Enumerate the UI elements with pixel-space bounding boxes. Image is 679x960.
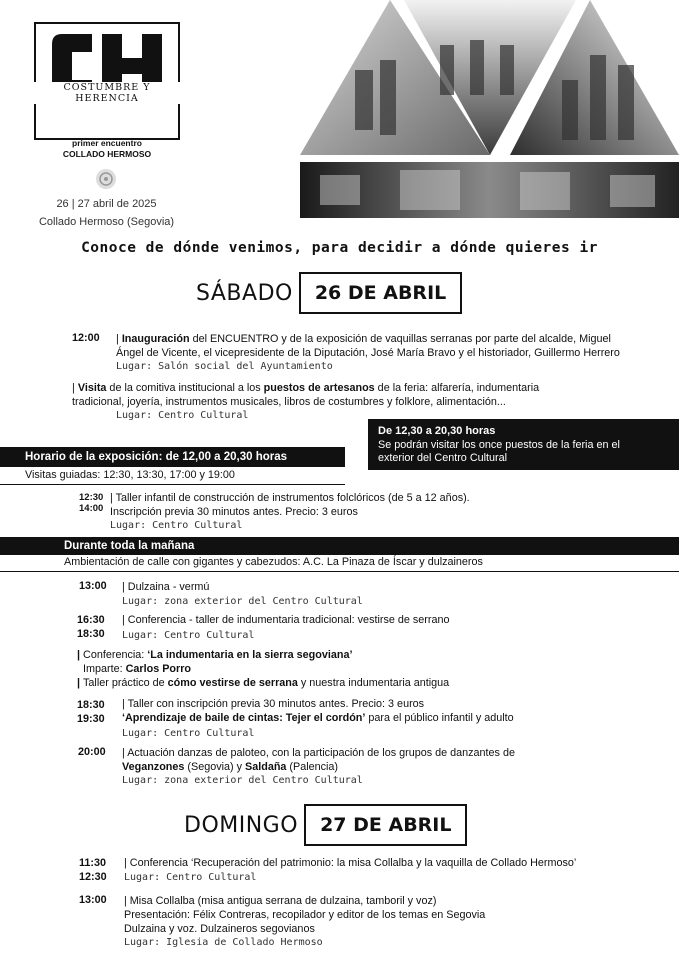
sat-e8-bold2: Saldaña xyxy=(245,761,287,773)
sat-e1-time: 12:00 xyxy=(72,332,100,344)
sat-e7-lugar: Lugar: Centro Cultural xyxy=(122,728,255,739)
sat-e4-line: | Dulzaina - vermú xyxy=(122,581,210,593)
sat-e6-bold3: cómo vestirse de serrana xyxy=(167,677,298,689)
sat-e5-lugar: Lugar: Centro Cultural xyxy=(122,630,255,641)
divider xyxy=(0,484,345,485)
sat-e7-time xyxy=(77,698,105,726)
sun-e2-lugar: Lugar: Iglesia de Collado Hermoso xyxy=(124,937,323,948)
fair-hours-title: De 12,30 a 20,30 horas xyxy=(378,425,496,437)
fair-hours-line2: exterior del Centro Cultural xyxy=(378,452,508,464)
sat-e1-bold: Inauguración xyxy=(121,333,190,345)
sat-e3-time2: 14:00 xyxy=(79,503,104,514)
fair-hours-box xyxy=(368,419,679,470)
logo-subtitle xyxy=(34,138,180,160)
sat-e6-text3: Taller práctico de xyxy=(83,677,168,689)
sat-e7-time2: 19:30 xyxy=(77,713,105,725)
sunday-day: DOMINGO xyxy=(184,812,299,838)
sat-e8-text2: (Palencia) xyxy=(286,761,339,773)
sat-e7-line2: para el público infantil y adulto xyxy=(365,712,514,724)
sat-e8-time: 20:00 xyxy=(78,746,106,758)
sat-e3-line1: | Taller infantil de construcción de instrumentos folclóricos (de 5 a 12 años). xyxy=(110,492,470,504)
sat-e4-lugar: Lugar: zona exterior del Centro Cultural xyxy=(122,596,363,607)
sunday-header xyxy=(184,804,467,846)
sat-e3-text xyxy=(110,491,660,533)
sat-e6-bold2: Carlos Porro xyxy=(125,663,192,675)
sat-e4-text xyxy=(122,580,662,609)
sat-e2-bold1: Visita xyxy=(77,382,107,394)
sun-e1-time xyxy=(79,856,107,884)
slogan: Conoce de dónde venimos, para decidir a dónde quieres ir xyxy=(81,240,598,256)
sun-e2-line1: | Misa Collalba (misa antigua serrana de dulzaina, tamboril y voz) xyxy=(124,895,437,907)
sat-e8-text xyxy=(122,746,672,788)
sun-e1-time1: 11:30 xyxy=(79,857,107,869)
sat-e1-text xyxy=(116,332,666,374)
saturday-date: 26 DE ABRIL xyxy=(299,272,462,314)
sat-e7-bold: ‘Aprendizaje de baile de cintas: Tejer el cordón’ xyxy=(122,712,366,724)
sat-e5-time1: 16:30 xyxy=(77,614,105,626)
sat-e6-text4: y nuestra indumentaria antigua xyxy=(297,677,450,689)
sat-e6-text xyxy=(77,648,657,690)
event-place: Collado Hermoso (Segovia) xyxy=(38,216,175,228)
sat-e6-text2: Imparte: xyxy=(83,663,126,675)
sat-e2-line2: tradicional, joyería, instrumentos musicales, libros de costumbres y folklore, alimentación... xyxy=(72,396,506,408)
divider xyxy=(0,571,679,572)
guided-visits: Visitas guiadas: 12:30, 13:30, 17:00 y 19:00 xyxy=(25,469,235,481)
sun-e1-time2: 12:30 xyxy=(79,871,107,883)
logo-tagline: COSTUMBRE Y HERENCIA xyxy=(34,82,180,104)
sat-e6-bar2: | xyxy=(77,677,84,689)
sat-e5-text xyxy=(122,613,662,643)
sun-e2-time: 13:00 xyxy=(79,894,107,906)
sat-e7-line1: | Taller con inscripción previa 30 minutos antes. Precio: 3 euros xyxy=(122,698,425,710)
photo-collage xyxy=(300,0,679,218)
sat-e2-text xyxy=(72,381,662,423)
sun-e2-text xyxy=(124,894,674,950)
sat-e6-text1: Conferencia: xyxy=(83,649,148,661)
sat-e2-bold2: puestos de artesanos xyxy=(263,382,375,394)
logo-sub-line2: COLLADO HERMOSO xyxy=(62,149,152,159)
fair-hours-line1: Se podrán visitar los once puestos de la feria en el xyxy=(378,439,620,451)
sunday-date: 27 DE ABRIL xyxy=(304,804,467,846)
sat-e5-time xyxy=(77,613,105,641)
town-seal-icon xyxy=(95,168,117,190)
sat-e2-text1: de la comitiva institucional a los xyxy=(106,382,264,394)
sat-e5-line: | Conferencia - taller de indumentaria tradicional: vestirse de serrano xyxy=(122,614,450,626)
sat-e2-lugar: Lugar: Centro Cultural xyxy=(116,410,249,421)
exhibition-hours-bar: Horario de la exposición: de 12,00 a 20,30 horas xyxy=(0,447,345,467)
sat-e2-bar: | xyxy=(72,382,78,394)
sat-e7-time1: 18:30 xyxy=(77,699,105,711)
morning-band: Durante toda la mañana xyxy=(0,537,679,555)
sat-e4-time: 13:00 xyxy=(79,580,107,592)
sat-e2-text2: de la feria: alfarería, indumentaria xyxy=(374,382,540,394)
event-dates: 26 | 27 abril de 2025 xyxy=(56,198,157,210)
sat-e6-bold1: ‘La indumentaria en la sierra segoviana’ xyxy=(147,649,353,661)
sat-e3-time1: 12:30 xyxy=(79,492,104,503)
sat-e5-time2: 18:30 xyxy=(77,628,105,640)
sat-e1-lugar: Lugar: Salón social del Ayuntamiento xyxy=(116,361,333,372)
morning-band-line: Ambientación de calle con gigantes y cabezudos: A.C. La Pinaza de Íscar y dulzaineros xyxy=(64,556,483,568)
sat-e8-lugar: Lugar: zona exterior del Centro Cultural xyxy=(122,775,363,786)
sun-e2-line2: Presentación: Félix Contreras, recopilador y editor de los temas en Segovia xyxy=(124,909,486,921)
sat-e1-line1: del ENCUENTRO y de la exposición de vaquillas serranas por parte del alcalde, Miguel xyxy=(189,333,611,345)
saturday-day: SÁBADO xyxy=(196,280,293,306)
sat-e1-bar: | xyxy=(116,333,122,345)
sat-e3-lugar: Lugar: Centro Cultural xyxy=(110,520,243,531)
sat-e7-text xyxy=(122,697,672,741)
sat-e8-bold1: Veganzones xyxy=(122,761,185,773)
logo-sub-line1: primer encuentro xyxy=(72,138,142,148)
sat-e1-line2: Ángel de Vicente, el vicepresidente de la Diputación, José María Bravo y el historiador, Guillermo Herrero xyxy=(116,347,620,359)
sat-e6-bar: | xyxy=(77,649,84,661)
sat-e3-time xyxy=(79,492,103,514)
sat-e8-line1: | Actuación danzas de paloteo, con la participación de los grupos de danzantes de xyxy=(122,747,515,759)
sun-e1-text xyxy=(124,856,674,885)
saturday-header xyxy=(196,272,462,314)
sun-e1-line: | Conferencia ‘Recuperación del patrimonio: la misa Collalba y la vaquilla de Collado Hermoso’ xyxy=(124,857,577,869)
sat-e3-line2: Inscripción previa 30 minutos antes. Precio: 3 euros xyxy=(110,506,358,518)
sun-e2-line3: Dulzaina y voz. Dulzaineros segovianos xyxy=(124,923,315,935)
sat-e8-text1: (Segovia) y xyxy=(184,761,246,773)
sun-e1-lugar: Lugar: Centro Cultural xyxy=(124,872,257,883)
